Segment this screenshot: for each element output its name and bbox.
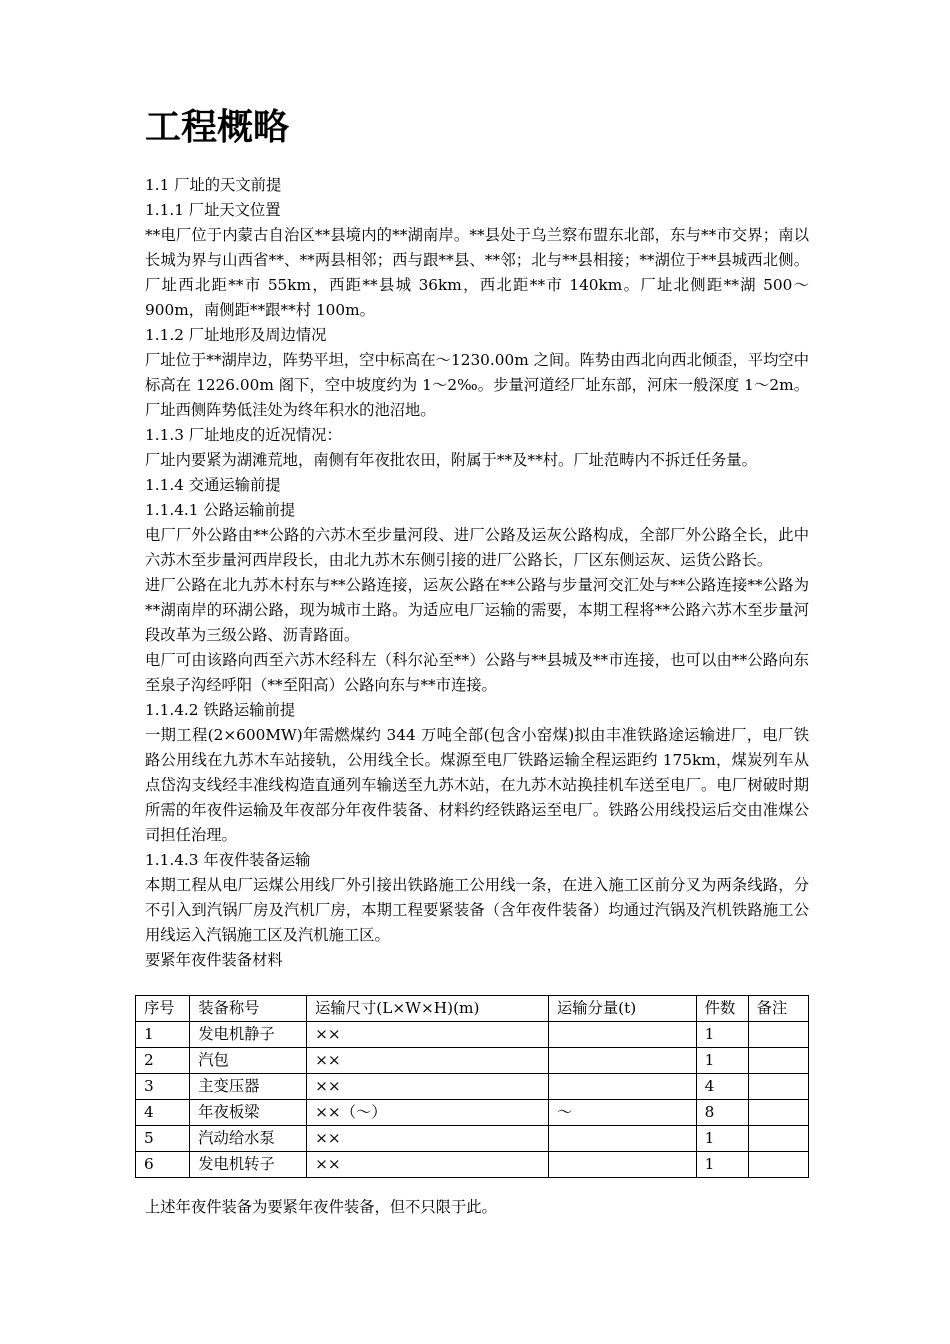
body-paragraph: 电厂厂外公路由**公路的六苏木至步量河段、进厂公路及运灰公路构成，全部厂外公路全长，此中六苏木至步量河西岸段长，由北九苏木东侧引接的进厂公路长，厂区东侧运灰、运货公路长。 [145, 526, 809, 569]
table-row [136, 1048, 809, 1074]
table-cell: 8 [696, 1100, 748, 1126]
table-header-cell: 运输分量(t) [548, 996, 696, 1022]
table-cell: 4 [136, 1100, 190, 1126]
table-row [136, 1022, 809, 1048]
body-paragraph: 进厂公路在北九苏木村东与**公路连接，运灰公路在**公路与步量河交汇处与**公路连接**公路为**湖南岸的环湖公路，现为城市土路。为适应电厂运输的需要，本期工程将**公路六苏木至步量河段改革为三级公路、沥青路面。 [145, 576, 809, 644]
table-cell: 3 [136, 1074, 190, 1100]
table-cell: 4 [696, 1074, 748, 1100]
table-cell [748, 1100, 808, 1126]
table-cell: 5 [136, 1126, 190, 1152]
table-cell [548, 1022, 696, 1048]
section-heading: 1.1.4 交通运输前提 [145, 476, 281, 494]
section-heading: 1.1.3 厂址地皮的近况情况： [145, 426, 342, 444]
table-cell: 6 [136, 1152, 190, 1178]
table-cell: 汽包 [190, 1048, 307, 1074]
table-cell [548, 1126, 696, 1152]
table-cell [748, 1074, 808, 1100]
table-cell: ×× [307, 1126, 549, 1152]
table-cell [748, 1126, 808, 1152]
table-cell: 发电机静子 [190, 1022, 307, 1048]
table-cell: 1 [696, 1048, 748, 1074]
section-heading: 1.1.2 厂址地形及周边情况 [145, 326, 327, 344]
table-caption: 要紧年夜件装备材料 [145, 951, 283, 969]
table-cell: ××（～） [307, 1100, 549, 1126]
table-cell: 1 [696, 1152, 748, 1178]
table-cell [748, 1048, 808, 1074]
table-cell: 年夜板梁 [190, 1100, 307, 1126]
table-cell [548, 1048, 696, 1074]
section-heading: 1.1.4.3 年夜件装备运输 [145, 851, 311, 869]
body-paragraph: 本期工程从电厂运煤公用线厂外引接出铁路施工公用线一条，在进入施工区前分叉为两条线路，分不引入到汽锅厂房及汽机厂房，本期工程要紧装备（含年夜件装备）均通过汽锅及汽机铁路施工公用线运入汽锅施工区及汽机施工区。 [145, 876, 809, 944]
table-header-cell: 序号 [136, 996, 190, 1022]
table-cell: 发电机转子 [190, 1152, 307, 1178]
table-row [136, 1126, 809, 1152]
table-cell [548, 1074, 696, 1100]
table-cell: ×× [307, 1152, 549, 1178]
table-row [136, 1074, 809, 1100]
body-paragraph: **电厂位于内蒙古自治区**县境内的**湖南岸。**县处于乌兰察布盟东北部，东与**市交界；南以长城为界与山西省**、**两县相邻；西与跟**县、**邻；北与**县相接；**湖位于**县城西北侧。厂址西北距**市 55km，西距**县城 36km，西北距**市 140km。厂址北侧距**湖 500～900m，南侧距**跟**村 100m。 [145, 226, 809, 319]
table-cell [748, 1022, 808, 1048]
table-header-cell: 装备称号 [190, 996, 307, 1022]
table-header-row [136, 996, 809, 1022]
table-cell [548, 1152, 696, 1178]
table-header-cell: 备注 [748, 996, 808, 1022]
section-heading: 1.1 厂址的天文前提 [145, 176, 282, 194]
page-title: 工程概略 [145, 107, 290, 148]
table-footnote: 上述年夜件装备为要紧年夜件装备，但不只限于此。 [145, 1198, 497, 1217]
section-heading: 1.1.4.1 公路运输前提 [145, 501, 296, 519]
table-row [136, 1100, 809, 1126]
body-paragraph: 电厂可由该路向西至六苏木经科左（科尔沁至**）公路与**县城及**市连接，也可以由**公路向东至泉子沟经呼阳（**至阳高）公路向东与**市连接。 [145, 651, 809, 694]
table-cell: 主变压器 [190, 1074, 307, 1100]
table-header-cell: 运输尺寸(L×W×H)(m) [307, 996, 549, 1022]
equipment-table [135, 995, 809, 1178]
table-cell: 1 [136, 1022, 190, 1048]
table-cell: 2 [136, 1048, 190, 1074]
table-cell: 1 [696, 1126, 748, 1152]
table-cell: ×× [307, 1048, 549, 1074]
table-cell: 汽动给水泵 [190, 1126, 307, 1152]
table-cell: ～ [548, 1100, 696, 1126]
table-cell [748, 1152, 808, 1178]
section-heading: 1.1.4.2 铁路运输前提 [145, 701, 296, 719]
document-body [145, 173, 809, 973]
section-heading: 1.1.1 厂址天文位置 [145, 201, 281, 219]
body-paragraph: 一期工程(2×600MW)年需燃煤约 344 万吨全部(包含小窑煤)拟由丰准铁路途运输进厂，电厂铁路公用线在九苏木车站接轨，公用线全长。煤源至电厂铁路运输全程运距约 175km，煤炭列车从点岱沟支线经丰准线构造直通列车输送至九苏木站，在九苏木站换挂机车送至电厂。电厂树破时期所需的年夜件运输及年夜部分年夜件装备、材料约经铁路运至电厂。铁路公用线投运后交由准煤公司担任治理。 [145, 726, 809, 844]
equipment-table-container [135, 995, 809, 1178]
table-header-cell: 件数 [696, 996, 748, 1022]
body-paragraph: 厂址位于**湖岸边，阵势平坦，空中标高在～1230.00m 之间。阵势由西北向西北倾歪，平均空中标高在 1226.00m 阁下，空中坡度约为 1～2‰。步量河道经厂址东部，河床一般深度 1～2m。厂址西侧阵势低洼处为终年积水的池沼地。 [145, 351, 809, 419]
body-paragraph: 厂址内要紧为湖滩荒地，南侧有年夜批农田，附属于**及**村。厂址范畴内不拆迁任务量。 [145, 451, 757, 469]
table-row [136, 1152, 809, 1178]
table-cell: ×× [307, 1022, 549, 1048]
table-cell: 1 [696, 1022, 748, 1048]
table-cell: ×× [307, 1074, 549, 1100]
